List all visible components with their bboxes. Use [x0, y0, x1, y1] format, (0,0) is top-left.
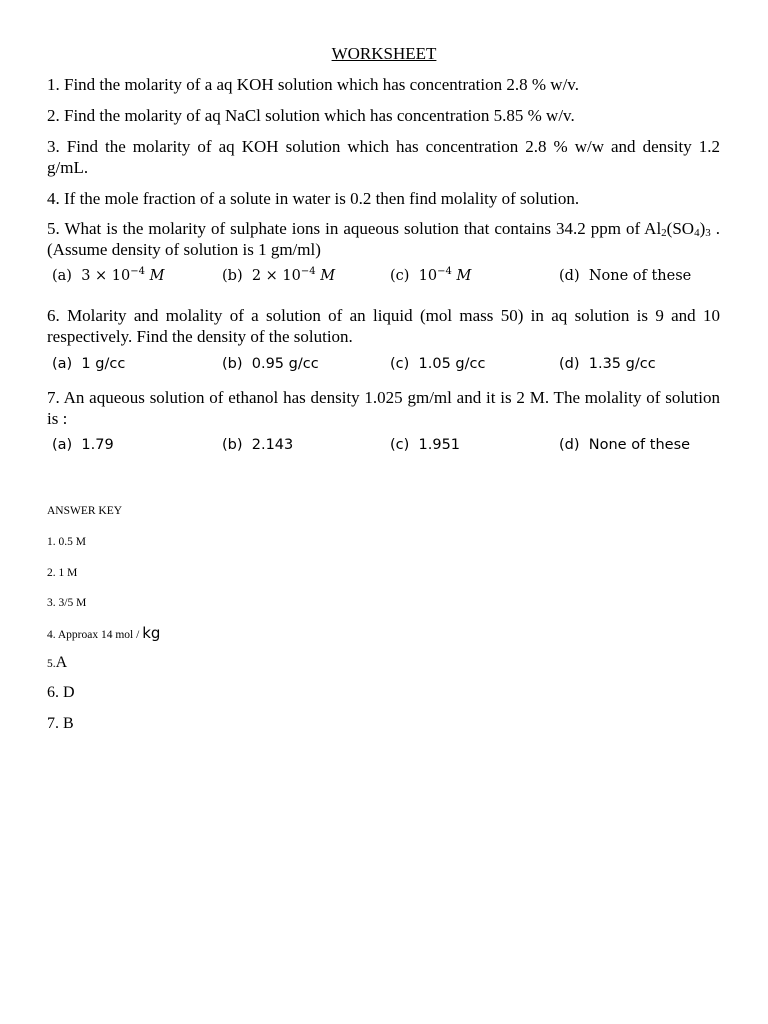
option-a: (a) 1.79	[52, 437, 114, 453]
option-d: (d) None of these	[559, 268, 692, 284]
question-6: 6. Molarity and molality of a solution of an liquid (mol mass 50) in aq solution is 9 and 10 respectively. Find the density of the solution.	[47, 306, 720, 346]
page-title: WORKSHEET	[331, 44, 437, 63]
answer-4: 4. Approax 14 mol / kg	[47, 624, 161, 642]
answer-5: 5.A	[47, 654, 68, 671]
question-7: 7. An aqueous solution of ethanol has density 1.025 gm/ml and it is 2 M. The molality of solution is :	[47, 388, 720, 428]
answer-key-heading: ANSWER KEY	[47, 505, 123, 517]
question-7-options	[52, 437, 732, 461]
option-a: (a) 1 g/cc	[52, 356, 126, 372]
option-b: (b) 2.143	[222, 437, 294, 453]
option-b: (b) 0.95 g/cc	[222, 356, 319, 372]
answer-7: 7. B	[47, 715, 74, 732]
question-3: 3. Find the molarity of aq KOH solution which has concentration 2.8 % w/w and density 1.2 g/mL.	[47, 137, 720, 177]
question-2: 2. Find the molarity of aq NaCl solution which has concentration 5.85 % w/v.	[47, 106, 575, 125]
answer-1: 1. 0.5 M	[47, 536, 86, 548]
answer-6: 6. D	[47, 684, 75, 701]
question-5-options	[52, 268, 732, 292]
question-5: 5. What is the molarity of sulphate ions in aqueous solution that contains 34.2 ppm of $Al_2(SO_4)_3$ .(Assume density of solution is 1 gm/ml)	[47, 219, 720, 259]
option-b: (b) $2 \times 10^{-4}$ M	[222, 266, 336, 284]
option-d: (d) 1.35 g/cc	[559, 356, 656, 372]
option-a: (a) $3 \times 10^{-4}$ M	[52, 266, 165, 284]
option-c: (c) $10^{-4}$ M	[390, 266, 472, 284]
question-6-options	[52, 356, 732, 380]
question-1: 1. Find the molarity of a aq KOH solution which has concentration 2.8 % w/v.	[47, 75, 579, 94]
option-d: (d) None of these	[559, 437, 691, 453]
question-4: 4. If the mole fraction of a solute in water is 0.2 then find molality of solution.	[47, 189, 580, 208]
answer-2: 2. 1 M	[47, 567, 78, 579]
answer-3: 3. 3/5 M	[47, 597, 87, 609]
option-c: (c) 1.951	[390, 437, 461, 453]
option-c: (c) 1.05 g/cc	[390, 356, 486, 372]
